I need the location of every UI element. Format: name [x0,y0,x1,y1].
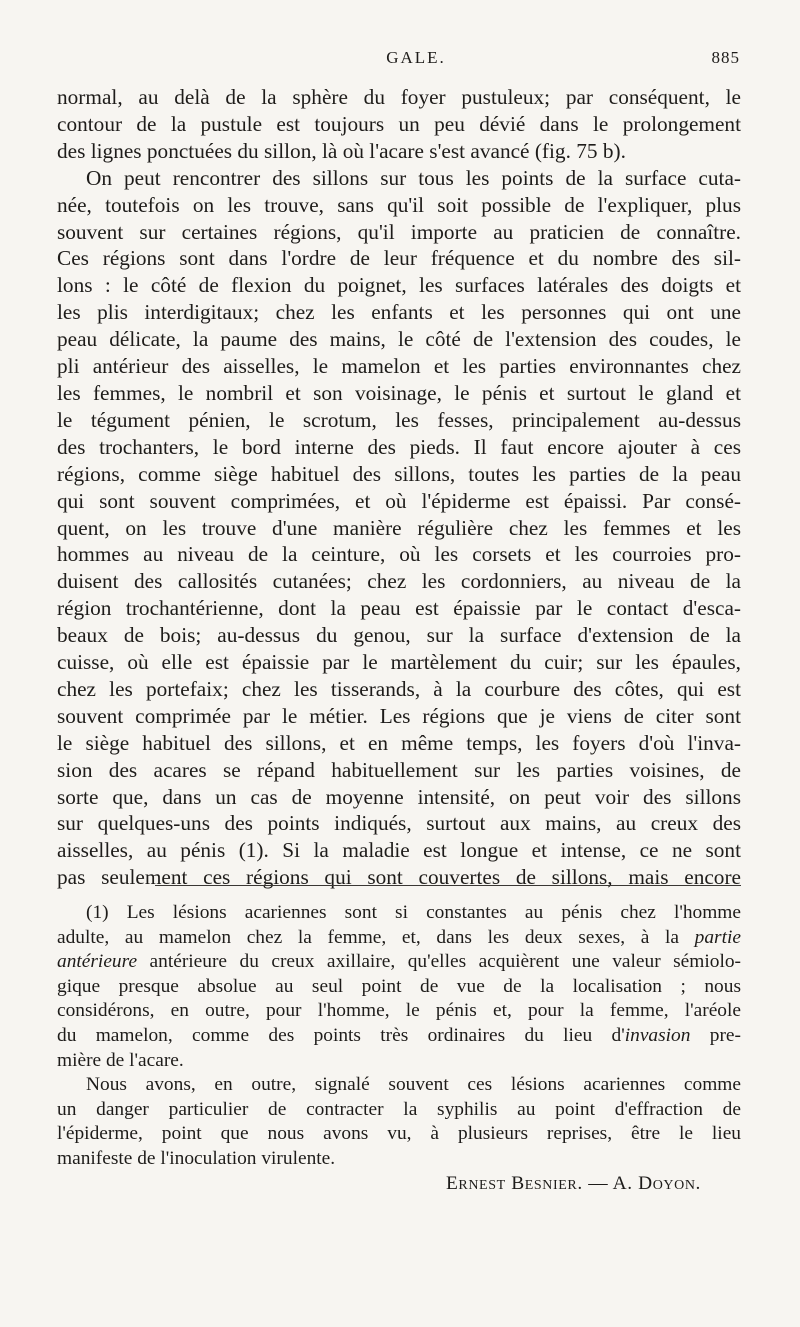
text-line: souvent sur certaines régions, qu'il importe au praticien de connaître. [57,219,741,244]
text-line: souvent comprimée par le métier. Les régions que je viens de citer sont [57,703,741,728]
text-line: quent, on les trouve d'une manière régulière chez les femmes et les [57,515,741,540]
text-line: Ces régions sont dans l'ordre de leur fréquence et du nombre des sil- [57,246,741,271]
footnote-line: un danger particulier de contracter la syphilis au point d'effraction de [57,1098,741,1120]
footnote-line: antérieure antérieure du creux axillaire, qu'elles acquièrent une valeur sémiolo- [57,951,741,973]
text-line: peau délicate, la paume des mains, le côté de l'extension des coudes, le [57,327,741,352]
italic-term: invasion [624,1024,691,1046]
footnote-line: Nous avons, en outre, signalé souvent ces lésions acariennes comme [86,1074,741,1096]
footnote [57,901,741,1196]
text-line: normal, au delà de la sphère du foyer pustuleux; par conséquent, le [57,85,741,109]
text-line: les plis interdigitaux; chez les enfants et les personnes qui ont une [57,300,741,325]
text-line: pas seulement ces régions qui sont couvertes de sillons, mais encore [57,865,741,890]
text-line: sion des acares se répand habituellement sur les parties voisines, de [57,757,741,782]
author-signature: Ernest Besnier. — A. Doyon. [445,1172,701,1194]
text-line: pli antérieur des aisselles, le mamelon et les parties environnantes chez [57,354,741,379]
text-line: beaux de bois; au-dessus du genou, sur la surface d'extension de la [57,623,741,648]
text-line: lons : le côté de flexion du poignet, les surfaces latérales des doigts et [57,273,741,298]
text-line: les femmes, le nombril et son voisinage, le pénis et surtout le gland et [57,380,741,405]
italic-term: partie [694,926,741,948]
text-line: aisselles, au pénis (1). Si la maladie est longue et intense, ce ne sont [57,838,741,863]
page-number: 885 [711,48,740,67]
running-header [100,48,740,72]
text-line: On peut rencontrer des sillons sur tous les points de la surface cuta- [86,165,741,190]
footnote-line: adulte, au mamelon chez la femme, et, dans les deux sexes, à la partie [57,926,741,948]
footnote-line: gique presque absolue au seul point de vue de la localisation ; nous [57,975,741,997]
footnote-line: (1) Les lésions acariennes sont si constantes au pénis chez l'homme [86,902,741,923]
running-title: GALE. [386,48,446,67]
footnote-line: l'épiderme, point que nous avons vu, à plusieurs reprises, être le lieu [57,1123,741,1145]
main-text [57,84,741,891]
footnote-divider [155,885,741,886]
text-line: qui sont souvent comprimées, et où l'épiderme est épaissi. Par consé- [57,488,741,513]
text-line: née, toutefois on les trouve, sans qu'il soit possible de l'expliquer, plus [57,192,741,217]
footnote-line: considérons, en outre, pour l'homme, le pénis et, pour la femme, l'aréole [57,1000,741,1022]
text-line: hommes au niveau de la ceinture, où les corsets et les courroies pro- [57,542,741,567]
text-line: chez les portefaix; chez les tisserands, à la courbure des côtes, qui est [57,676,741,701]
text-line: duisent des callosités cutanées; chez les cordonniers, au niveau de la [57,569,741,594]
footnote-line: mière de l'acare. [57,1049,184,1071]
footnote-line: manifeste de l'inoculation virulente. [57,1147,336,1169]
text-line: des lignes ponctuées du sillon, là où l'acare s'est avancé (fig. 75 b). [57,138,626,163]
italic-term: antérieure [57,951,138,973]
text-line: sorte que, dans un cas de moyenne intensité, on peut voir des sillons [57,784,741,809]
text-line: sur quelques-uns des points indiqués, surtout aux mains, au creux des [57,811,741,836]
text-line: le siège habituel des sillons, et en même temps, les foyers d'où l'inva- [57,730,741,755]
text-line: régions, comme siège habituel des sillons, toutes les parties de la peau [57,461,741,486]
text-line: région trochantérienne, dont la peau est épaissie par le contact d'esca- [57,596,741,621]
text-line: cuisse, où elle est épaissie par le martèlement du cuir; sur les épaules, [57,650,741,675]
text-line: le tégument pénien, le scrotum, les fesses, principalement au-dessus [57,407,741,432]
text-line: des trochanters, le bord interne des pieds. Il faut encore ajouter à ces [57,434,741,459]
text-line: contour de la pustule est toujours un peu dévié dans le prolongement [57,111,741,136]
footnote-line: du mamelon, comme des points très ordinaires du lieu d'invasion pre- [57,1024,741,1046]
